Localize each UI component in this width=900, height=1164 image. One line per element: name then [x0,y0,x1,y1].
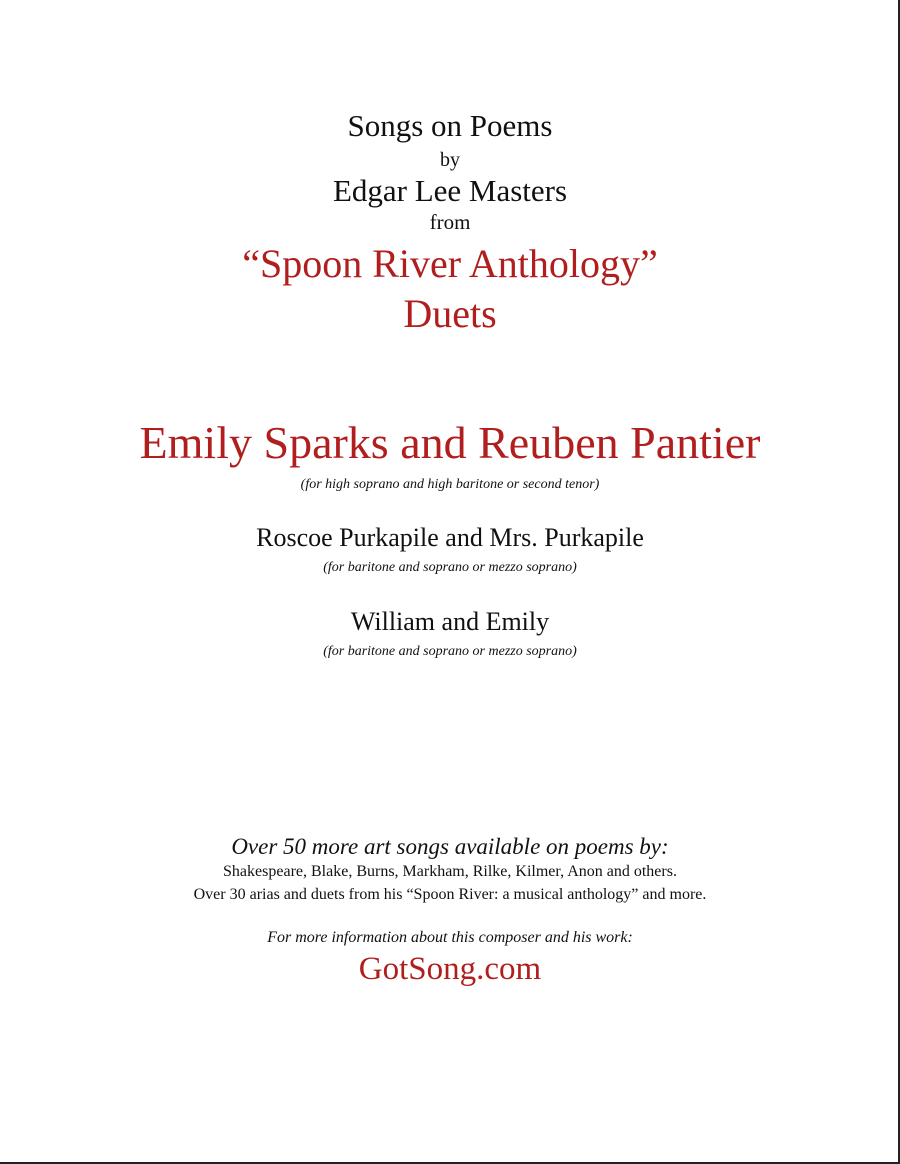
source-work-title: “Spoon River Anthology” [242,241,658,286]
from-label: from [429,210,471,234]
song-title: Roscoe Purkapile and Mrs. Purkapile [256,523,644,552]
song-voicing: (for baritone and soprano or mezzo soprano) [323,560,577,575]
promo-poets-line: Shakespeare, Blake, Burns, Markham, Rilke, Kilmer, Anon and others. [223,863,677,880]
collection-subtitle: Duets [403,291,497,336]
collection-title: Songs on Poems [347,108,553,143]
by-label: by [440,149,460,171]
poet-name: Edgar Lee Masters [332,173,568,208]
promo-heading: Over 50 more art songs available on poems by: [231,834,669,859]
song-voicing: (for baritone and soprano or mezzo soprano) [323,644,577,659]
promo-arias-line: Over 30 arias and duets from his “Spoon River: a musical anthology” and more. [193,886,707,903]
featured-song-title: Emily Sparks and Reuben Pantier [139,417,761,468]
info-text: For more information about this composer and his work: [267,929,633,946]
website-link[interactable]: GotSong.com [358,951,542,987]
song-title: William and Emily [350,607,550,636]
featured-song-voicing: (for high soprano and high baritone or second tenor) [300,477,600,492]
